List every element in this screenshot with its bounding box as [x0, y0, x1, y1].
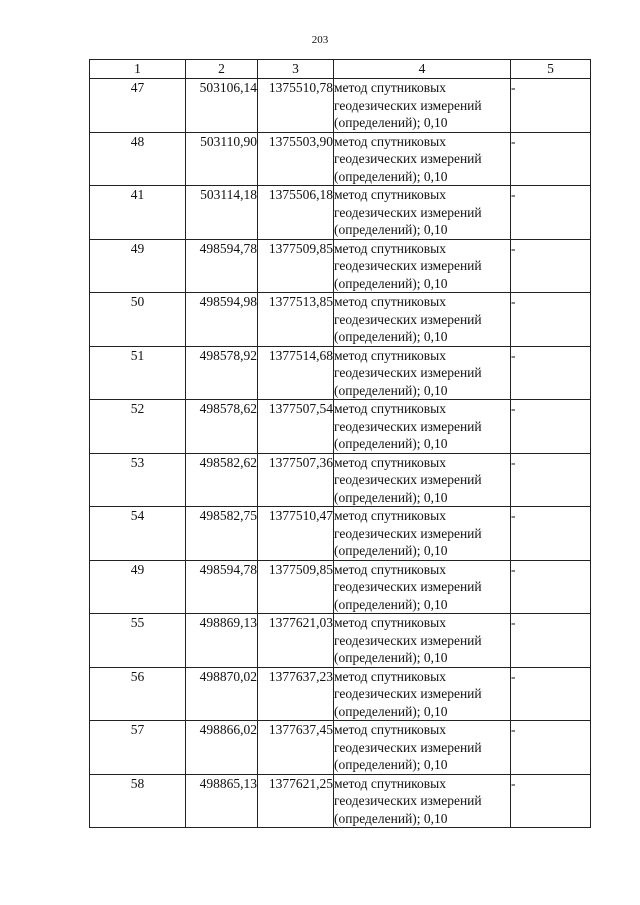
- accuracy-cell: -: [511, 453, 591, 507]
- x-coordinate-cell: 498578,92: [186, 346, 258, 400]
- method-cell: [334, 132, 511, 186]
- y-coordinate-cell: 1377507,54: [258, 400, 334, 454]
- method-cell: [334, 346, 511, 400]
- y-coordinate-cell: 1375506,18: [258, 186, 334, 240]
- accuracy-cell: -: [511, 400, 591, 454]
- method-line: геодезических измерений: [334, 793, 482, 808]
- y-coordinate-cell: 1377637,23: [258, 667, 334, 721]
- table-row: [90, 293, 591, 347]
- point-number-cell: 55: [90, 614, 186, 668]
- method-line: (определений); 0,10: [334, 810, 448, 826]
- y-coordinate-cell: 1377510,47: [258, 507, 334, 561]
- accuracy-cell: -: [511, 721, 591, 775]
- coordinates-table: [89, 59, 591, 828]
- method-line: (определений); 0,10: [334, 489, 448, 505]
- method-cell: [334, 79, 511, 133]
- y-coordinate-cell: 1377509,85: [258, 560, 334, 614]
- method-cell: [334, 239, 511, 293]
- point-number-cell: 47: [90, 79, 186, 133]
- method-line: геодезических измерений: [334, 472, 482, 487]
- x-coordinate-cell: 498578,62: [186, 400, 258, 454]
- x-coordinate-cell: 498594,78: [186, 239, 258, 293]
- column-header-1: 1: [90, 60, 186, 79]
- table-row: [90, 453, 591, 507]
- method-line: (определений); 0,10: [334, 436, 448, 451]
- method-line: метод спутниковых: [334, 615, 446, 630]
- method-line: метод спутниковых: [334, 240, 446, 256]
- point-number-cell: 50: [90, 293, 186, 347]
- point-number-cell: 49: [90, 239, 186, 293]
- method-line: метод спутниковых: [334, 347, 446, 363]
- table-row: [90, 186, 591, 240]
- accuracy-cell: -: [511, 507, 591, 561]
- method-line: геодезических измерений: [334, 258, 482, 273]
- method-line: метод спутниковых: [334, 561, 446, 577]
- table-row: [90, 239, 591, 293]
- y-coordinate-cell: 1375510,78: [258, 79, 334, 133]
- table-row: [90, 400, 591, 454]
- table-row: [90, 346, 591, 400]
- table-row: [90, 667, 591, 721]
- accuracy-cell: -: [511, 560, 591, 614]
- table-row: [90, 132, 591, 186]
- method-line: метод спутниковых: [334, 401, 446, 416]
- point-number-cell: 51: [90, 346, 186, 400]
- y-coordinate-cell: 1377507,36: [258, 453, 334, 507]
- point-number-cell: 56: [90, 667, 186, 721]
- point-number-cell: 53: [90, 453, 186, 507]
- table-row: [90, 79, 591, 133]
- column-header-4: 4: [334, 60, 511, 79]
- method-line: геодезических измерений: [334, 579, 482, 594]
- accuracy-cell: -: [511, 132, 591, 186]
- point-number-cell: 54: [90, 507, 186, 561]
- method-cell: [334, 667, 511, 721]
- method-line: (определений); 0,10: [334, 596, 448, 612]
- point-number-cell: 57: [90, 721, 186, 775]
- method-line: (определений); 0,10: [334, 757, 448, 772]
- method-line: (определений); 0,10: [334, 703, 448, 719]
- column-header-3: 3: [258, 60, 334, 79]
- x-coordinate-cell: 498594,98: [186, 293, 258, 347]
- method-line: метод спутниковых: [334, 775, 446, 791]
- method-line: метод спутниковых: [334, 80, 446, 95]
- y-coordinate-cell: 1377637,45: [258, 721, 334, 775]
- accuracy-cell: -: [511, 239, 591, 293]
- method-line: (определений); 0,10: [334, 115, 448, 130]
- method-line: (определений); 0,10: [334, 650, 448, 665]
- method-cell: [334, 186, 511, 240]
- x-coordinate-cell: 503110,90: [186, 132, 258, 186]
- method-line: (определений); 0,10: [334, 543, 448, 558]
- method-line: (определений); 0,10: [334, 275, 448, 291]
- table-row: [90, 614, 591, 668]
- method-line: геодезических измерений: [334, 418, 482, 434]
- accuracy-cell: -: [511, 293, 591, 347]
- method-line: метод спутниковых: [334, 294, 446, 309]
- accuracy-cell: -: [511, 186, 591, 240]
- y-coordinate-cell: 1377514,68: [258, 346, 334, 400]
- x-coordinate-cell: 498582,75: [186, 507, 258, 561]
- page-number: 203: [311, 34, 329, 46]
- method-line: метод спутниковых: [334, 722, 446, 737]
- accuracy-cell: -: [511, 774, 591, 828]
- point-number-cell: 41: [90, 186, 186, 240]
- table-row: [90, 507, 591, 561]
- method-line: (определений); 0,10: [334, 222, 448, 237]
- method-line: метод спутниковых: [334, 668, 446, 684]
- method-cell: [334, 507, 511, 561]
- y-coordinate-cell: 1377513,85: [258, 293, 334, 347]
- accuracy-cell: -: [511, 346, 591, 400]
- method-line: геодезических измерений: [334, 686, 482, 701]
- method-line: метод спутниковых: [334, 508, 446, 523]
- point-number-cell: 58: [90, 774, 186, 828]
- table-row: [90, 774, 591, 828]
- method-line: геодезических измерений: [334, 204, 482, 220]
- method-line: метод спутниковых: [334, 133, 446, 149]
- header-row: [90, 60, 591, 79]
- x-coordinate-cell: 503106,14: [186, 79, 258, 133]
- column-header-5: 5: [511, 60, 591, 79]
- method-cell: [334, 400, 511, 454]
- accuracy-cell: -: [511, 79, 591, 133]
- method-line: геодезических измерений: [334, 525, 482, 541]
- x-coordinate-cell: 498582,62: [186, 453, 258, 507]
- table-body: [90, 79, 591, 828]
- method-cell: [334, 721, 511, 775]
- y-coordinate-cell: 1377509,85: [258, 239, 334, 293]
- method-cell: [334, 293, 511, 347]
- method-line: геодезических измерений: [334, 151, 482, 166]
- table-row: [90, 721, 591, 775]
- y-coordinate-cell: 1377621,03: [258, 614, 334, 668]
- method-cell: [334, 774, 511, 828]
- y-coordinate-cell: 1375503,90: [258, 132, 334, 186]
- method-cell: [334, 453, 511, 507]
- y-coordinate-cell: 1377621,25: [258, 774, 334, 828]
- method-line: геодезических измерений: [334, 632, 482, 648]
- x-coordinate-cell: 498594,78: [186, 560, 258, 614]
- accuracy-cell: -: [511, 614, 591, 668]
- method-line: (определений); 0,10: [334, 329, 448, 344]
- x-coordinate-cell: 498865,13: [186, 774, 258, 828]
- point-number-cell: 52: [90, 400, 186, 454]
- method-line: (определений); 0,10: [334, 382, 448, 398]
- accuracy-cell: -: [511, 667, 591, 721]
- point-number-cell: 48: [90, 132, 186, 186]
- method-cell: [334, 614, 511, 668]
- column-header-2: 2: [186, 60, 258, 79]
- table-header: [90, 60, 591, 79]
- method-line: метод спутниковых: [334, 454, 446, 470]
- method-line: метод спутниковых: [334, 187, 446, 202]
- method-line: (определений); 0,10: [334, 168, 448, 184]
- x-coordinate-cell: 503114,18: [186, 186, 258, 240]
- method-line: геодезических измерений: [334, 311, 482, 327]
- method-cell: [334, 560, 511, 614]
- table-row: [90, 560, 591, 614]
- x-coordinate-cell: 498869,13: [186, 614, 258, 668]
- point-number-cell: 49: [90, 560, 186, 614]
- x-coordinate-cell: 498870,02: [186, 667, 258, 721]
- x-coordinate-cell: 498866,02: [186, 721, 258, 775]
- method-line: геодезических измерений: [334, 365, 482, 380]
- method-line: геодезических измерений: [334, 97, 482, 113]
- method-line: геодезических измерений: [334, 739, 482, 755]
